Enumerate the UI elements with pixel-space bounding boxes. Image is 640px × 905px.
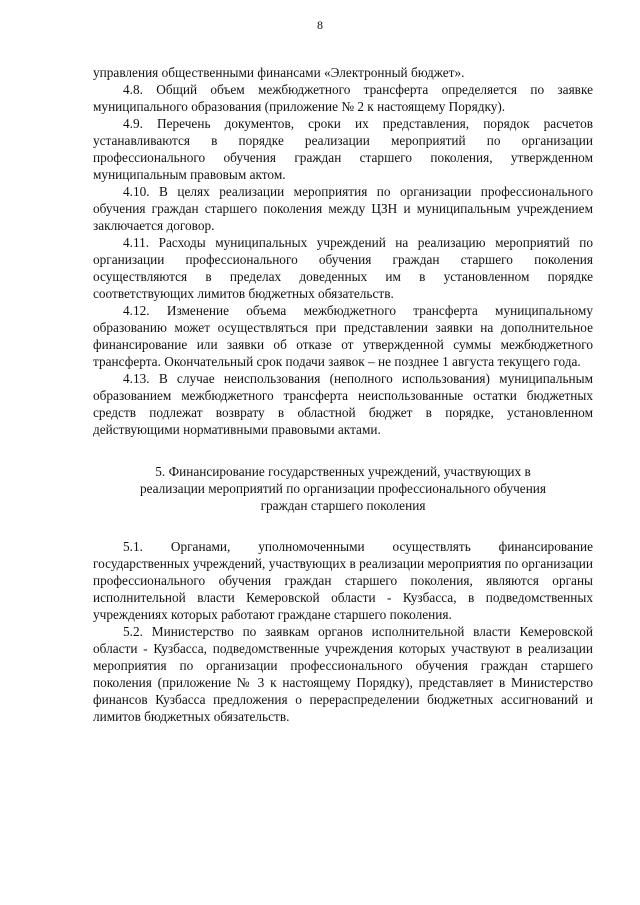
paragraph-4-8: 4.8. Общий объем межбюджетного трансферта определяется по заявке муниципального образования (приложение № 2 к настоящему Порядку). [93,82,593,114]
paragraph-4-9: 4.9. Перечень документов, сроки их представления, порядок расчетов устанавливаются в порядке реализации мероприятий по организации профессионального обучения граждан старшего поколения, утвержденном муниципальным правовым актом. [93,116,593,182]
page-number: 8 [317,18,323,32]
section-5-heading-line-2: реализации мероприятий по организации профессионального обучения [139,481,547,496]
paragraph-5-1: 5.1. Органами, уполномоченными осуществлять финансирование государственных учреждений, участвующих в реализации мероприятия по организации профессионального обучения граждан старшего поколения, являются органы исполнительной власти Кемеровской области - Кузбасса, в подведомственных учреждениях которых работают граждане старшего поколения. [93,539,593,622]
section-5-heading [93,463,593,514]
section-5-heading-line-3: граждан старшего поколения [260,498,426,513]
paragraph-4-12: 4.12. Изменение объема межбюджетного трансферта муниципальному образованию может осуществляться при представлении заявки на дополнительное финансирование или заявки об отказе от утвержденной суммы межбюджетного трансферта. Окончательный срок подачи заявок – не позднее 1 августа текущего года. [93,303,593,369]
paragraph-4-11: 4.11. Расходы муниципальных учреждений на реализацию мероприятий по организации профессионального обучения граждан старшего поколения осуществляются в пределах доведенных им в установленном порядке соответствующих лимитов бюджетных обязательств. [93,235,593,301]
paragraph-continuation: управления общественными финансами «Электронный бюджет». [93,65,465,80]
paragraph-4-10: 4.10. В целях реализации мероприятия по организации профессионального обучения граждан старшего поколения между ЦЗН и муниципальным учреждением заключается договор. [93,184,593,233]
paragraph-4-13: 4.13. В случае неиспользования (неполного использования) муниципальным образованием межбюджетного трансферта неиспользованные остатки бюджетных средств подлежат возврату в областной бюджет в порядке, установленном действующими нормативными правовыми актами. [93,371,593,437]
paragraph-5-2: 5.2. Министерство по заявкам органов исполнительной власти Кемеровской области - Кузбасса, подведомственные учреждения которых участвуют в реализации мероприятия по организации профессионального обучения граждан старшего поколения (приложение № 3 к настоящему Порядку), представляет в Министерство финансов Кузбасса предложения о перераспределении бюджетных ассигнований и лимитов бюджетных обязательств. [93,624,593,724]
document-body [93,64,593,725]
section-5-heading-line-1: 5. Финансирование государственных учреждений, участвующих в [155,464,531,479]
